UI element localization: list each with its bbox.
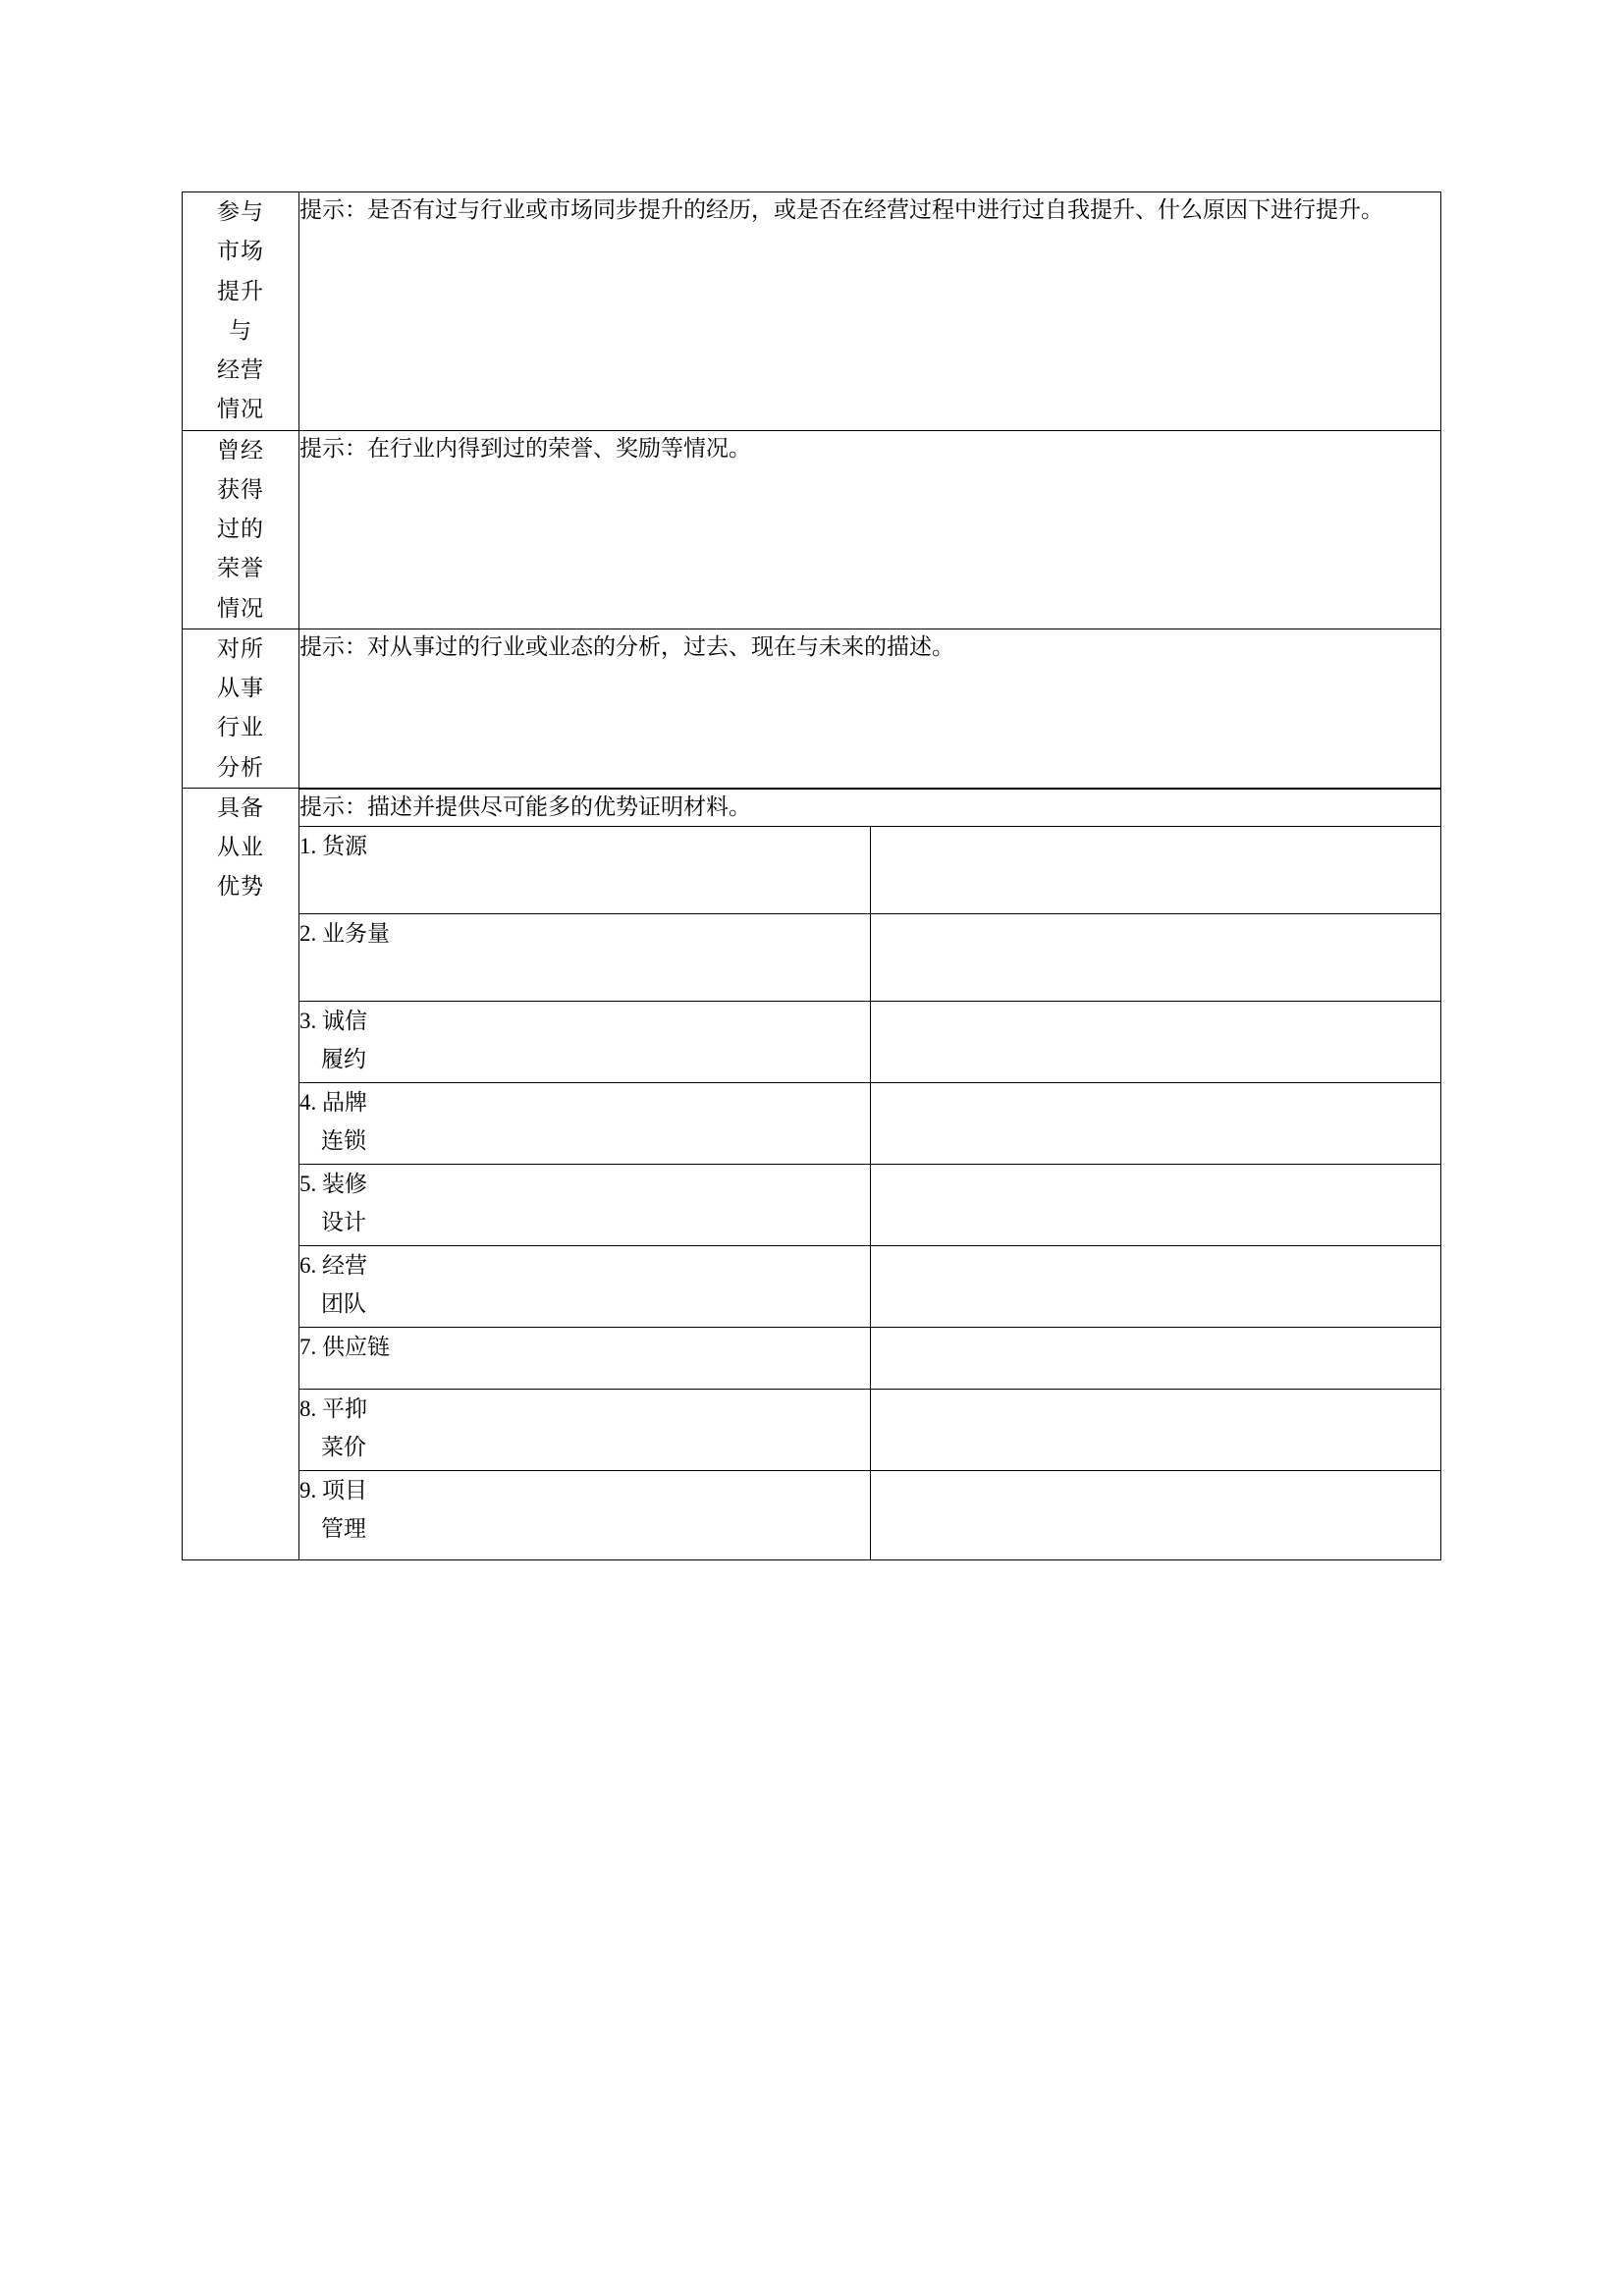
label-line: 行业 — [217, 715, 264, 740]
label-line: 设计 — [321, 1209, 366, 1234]
label-line: 提升 — [217, 278, 264, 303]
table-row — [299, 1327, 1440, 1389]
advantage-answer-price-stabilization[interactable] — [870, 1389, 1440, 1470]
table-row — [183, 788, 1441, 1559]
label-line: 履约 — [321, 1046, 366, 1071]
label-line: 2. 业务量 — [299, 920, 390, 946]
label-line: 6. 经营 — [299, 1252, 367, 1278]
label-line: 过的 — [217, 517, 264, 541]
table-row — [299, 913, 1440, 1001]
advantage-label-price-stabilization — [299, 1389, 870, 1470]
answer-area-market-improvement[interactable] — [299, 192, 1441, 431]
label-line: 曾经 — [217, 437, 264, 463]
table-row — [299, 1245, 1440, 1327]
label-line: 情况 — [217, 397, 264, 422]
advantage-label-business-volume — [299, 913, 870, 1001]
label-line: 具备 — [217, 794, 264, 820]
label-line: 荣誉 — [217, 556, 264, 581]
advantage-label-decoration-design — [299, 1164, 870, 1245]
label-line: 4. 品牌 — [299, 1089, 367, 1115]
label-line: 市场 — [217, 239, 264, 264]
label-line: 参与 — [217, 199, 264, 224]
label-line: 7. 供应链 — [299, 1334, 390, 1359]
table-row — [299, 1082, 1440, 1164]
label-line: 9. 项目 — [299, 1477, 367, 1503]
hint-text: 提示：在行业内得到过的荣誉、奖励等情况。 — [299, 435, 751, 461]
answer-area-industry-analysis[interactable] — [299, 629, 1441, 788]
advantage-answer-management-team[interactable] — [870, 1245, 1440, 1327]
advantage-answer-project-management[interactable] — [870, 1470, 1440, 1559]
advantages-table — [299, 789, 1440, 1559]
label-line: 5. 装修 — [299, 1171, 367, 1196]
table-row — [183, 192, 1441, 431]
label-line: 连锁 — [321, 1127, 366, 1153]
label-line: 从业 — [217, 835, 264, 859]
row-label-industry-analysis — [183, 629, 299, 788]
hint-text: 提示：对从事过的行业或业态的分析，过去、现在与未来的描述。 — [299, 633, 954, 659]
table-row — [183, 430, 1441, 629]
advantage-label-management-team — [299, 1245, 870, 1327]
table-row — [299, 826, 1440, 913]
label-line: 管理 — [321, 1515, 366, 1541]
advantages-container — [299, 788, 1441, 1559]
label-line: 与 — [229, 317, 252, 343]
row-label-honors — [183, 430, 299, 629]
advantage-label-integrity — [299, 1001, 870, 1082]
label-line: 获得 — [217, 476, 264, 502]
advantage-answer-decoration-design[interactable] — [870, 1164, 1440, 1245]
table-row — [299, 1470, 1440, 1559]
advantage-answer-business-volume[interactable] — [870, 913, 1440, 1001]
label-line: 3. 诚信 — [299, 1008, 367, 1033]
label-line: 对所 — [217, 635, 264, 661]
label-line: 情况 — [217, 595, 264, 621]
label-line: 经营 — [217, 357, 264, 382]
advantages-hint-cell — [299, 789, 1440, 826]
advantage-label-brand-chain — [299, 1082, 870, 1164]
hint-text: 提示：描述并提供尽可能多的优势证明材料。 — [299, 793, 751, 819]
label-line: 8. 平抑 — [299, 1395, 367, 1421]
table-row — [299, 1389, 1440, 1470]
application-form-table — [182, 191, 1441, 1560]
table-row — [299, 1001, 1440, 1082]
row-label-market-improvement — [183, 192, 299, 431]
table-row — [299, 1164, 1440, 1245]
label-line: 从事 — [217, 676, 264, 700]
hint-text: 提示：是否有过与行业或市场同步提升的经历，或是否在经营过程中进行过自我提升、什么原因下进行提升。 — [299, 197, 1383, 222]
advantage-label-project-management — [299, 1470, 870, 1559]
label-line: 1. 货源 — [299, 833, 367, 858]
label-line: 团队 — [321, 1290, 366, 1316]
advantage-label-goods-source — [299, 826, 870, 913]
table-row — [183, 629, 1441, 788]
advantage-answer-goods-source[interactable] — [870, 826, 1440, 913]
label-line: 优势 — [217, 874, 264, 900]
answer-area-honors[interactable] — [299, 430, 1441, 629]
advantage-answer-integrity[interactable] — [870, 1001, 1440, 1082]
row-label-advantages — [183, 788, 299, 1559]
table-row — [299, 789, 1440, 826]
label-line: 分析 — [217, 754, 264, 780]
advantage-answer-brand-chain[interactable] — [870, 1082, 1440, 1164]
label-line: 菜价 — [321, 1434, 366, 1459]
advantage-label-supply-chain — [299, 1327, 870, 1389]
advantage-answer-supply-chain[interactable] — [870, 1327, 1440, 1389]
